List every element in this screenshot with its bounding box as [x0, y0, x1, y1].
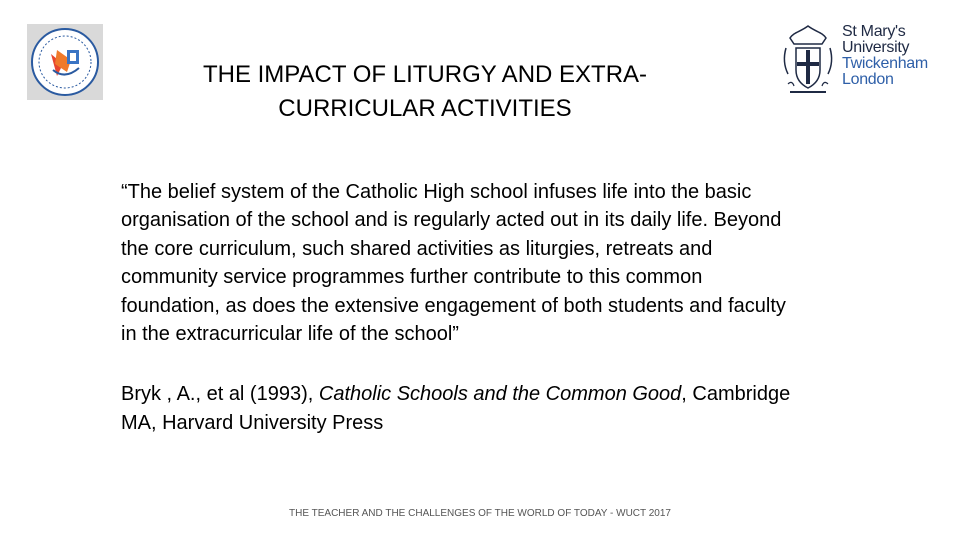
university-name: [842, 24, 928, 88]
conference-logo: [27, 24, 103, 100]
conference-logo-icon: [27, 24, 103, 100]
university-logo: [780, 22, 940, 102]
citation-publisher: , Cambridge MA, Harvard University Press: [121, 383, 791, 434]
university-name-line2: University: [842, 39, 910, 56]
university-name-line1: St Mary's: [842, 23, 906, 40]
university-name-line3: Twickenham: [842, 55, 928, 72]
footer-text: THE TEACHER AND THE CHALLENGES OF THE WORLD OF TODAY - WUCT 2017: [289, 508, 671, 519]
citation: [121, 380, 801, 438]
citation-book-title: Catholic Schools and the Common Good: [318, 383, 682, 405]
university-name-line4: London: [842, 71, 894, 88]
quote-text: “The belief system of the Catholic High school infuses life into the basic organisation of the school and is regularly acted out in its daily life. Beyond the core curriculum, such shared activities as liturgies, retreats and community service programmes further contribute to this common foundation, as does the extensive engagement of both students and faculty in the extracurricular life of the school”: [121, 181, 786, 346]
university-crest-icon: [780, 22, 836, 102]
page-title: THE IMPACT OF LITURGY AND EXTRA-CURRICULAR ACTIVITIES: [202, 61, 648, 122]
citation-authors: Bryk , A., et al (1993),: [121, 383, 319, 405]
university-crest: [780, 22, 836, 102]
